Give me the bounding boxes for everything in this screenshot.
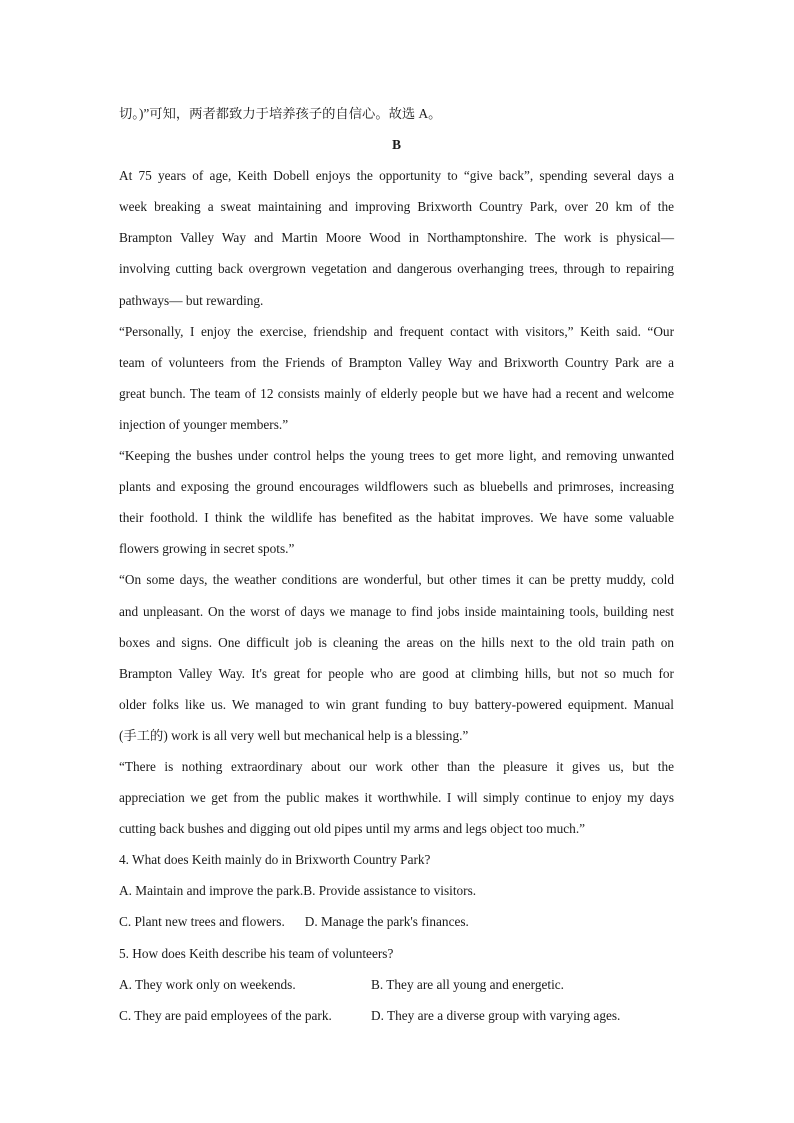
option-c: C. They are paid employees of the park. <box>119 1007 332 1023</box>
document-page <box>119 98 674 1031</box>
passage-line: team of volunteers from the Friends of Brampton Valley Way and Brixworth Country Park are a <box>119 354 674 370</box>
passage-line: “Keeping the bushes under control helps the young trees to get more light, and removing unwanted <box>119 448 674 464</box>
intro-line: 切。)”可知，两者都致力于培养孩子的自信心。故选 A。 <box>119 106 442 121</box>
passage-line: Brampton Valley Way and Martin Moore Wood in Northamptonshire. The work is physical— <box>119 230 674 246</box>
section-heading: B <box>392 137 401 153</box>
question-stem: 5. How does Keith describe his team of volunteers? <box>119 945 394 961</box>
passage-line: older folks like us. We managed to win grant funding to buy battery-powered equipment. Manual <box>119 696 674 712</box>
passage-line: At 75 years of age, Keith Dobell enjoys the opportunity to “give back”, spending several days a <box>119 168 674 184</box>
passage-line: and unpleasant. On the worst of days we manage to find jobs inside maintaining tools, building nest <box>119 603 674 619</box>
question-5 <box>119 938 674 1031</box>
passage-line: (手工的) work is all very well but mechanical help is a blessing.” <box>119 727 469 743</box>
passage-paragraph-5 <box>119 751 674 844</box>
passage-line: their foothold. I think the wildlife has benefited as the habitat improves. We have some valuable <box>119 510 674 526</box>
options-row <box>119 906 674 937</box>
passage-line: flowers growing in secret spots.” <box>119 541 295 557</box>
question-4 <box>119 844 674 937</box>
passage-paragraph-1 <box>119 160 674 315</box>
passage-line: great bunch. The team of 12 consists mainly of elderly people but we have had a recent and welcome <box>119 385 674 401</box>
passage-paragraph-3 <box>119 440 674 564</box>
passage-line: plants and exposing the ground encourages wildflowers such as bluebells and primroses, increasing <box>119 479 674 495</box>
passage-line: appreciation we get from the public makes it worthwhile. I will simply continue to enjoy my days <box>119 790 674 806</box>
passage-paragraph-4 <box>119 564 674 751</box>
passage-paragraph-2 <box>119 316 674 440</box>
passage-line: cutting back bushes and digging out old pipes until my arms and legs object too much.” <box>119 821 586 837</box>
options-row: A. Maintain and improve the park.B. Provide assistance to visitors. <box>119 883 477 899</box>
passage-line: “Personally, I enjoy the exercise, friendship and frequent contact with visitors,” Keith said. “Our <box>119 323 674 339</box>
passage-line: pathways— but rewarding. <box>119 292 264 308</box>
passage-line: “On some days, the weather conditions are wonderful, but other times it can be pretty muddy, cold <box>119 572 674 588</box>
option-b: B. They are all young and energetic. <box>371 976 564 992</box>
question-stem: 4. What does Keith mainly do in Brixworth Country Park? <box>119 852 431 868</box>
options-row <box>119 1000 674 1031</box>
passage-line: involving cutting back overgrown vegetation and dangerous overhanging trees, through to repairing <box>119 261 674 277</box>
passage-line: Brampton Valley Way. It's great for people who are good at climbing hills, but not so much for <box>119 665 674 681</box>
option-d: D. Manage the park's finances. <box>304 914 469 930</box>
passage-line: injection of younger members.” <box>119 416 289 432</box>
option-d: D. They are a diverse group with varying ages. <box>371 1007 621 1023</box>
passage-line: week breaking a sweat maintaining and improving Brixworth Country Park, over 20 km of the <box>119 199 674 215</box>
passage-line: “There is nothing extraordinary about our work other than the pleasure it gives us, but the <box>119 758 674 774</box>
options-row <box>119 969 674 1000</box>
passage-line: boxes and signs. One difficult job is cleaning the areas on the hills next to the old train path on <box>119 634 674 650</box>
option-a: A. They work only on weekends. <box>119 976 296 992</box>
option-c: C. Plant new trees and flowers. <box>119 914 285 930</box>
